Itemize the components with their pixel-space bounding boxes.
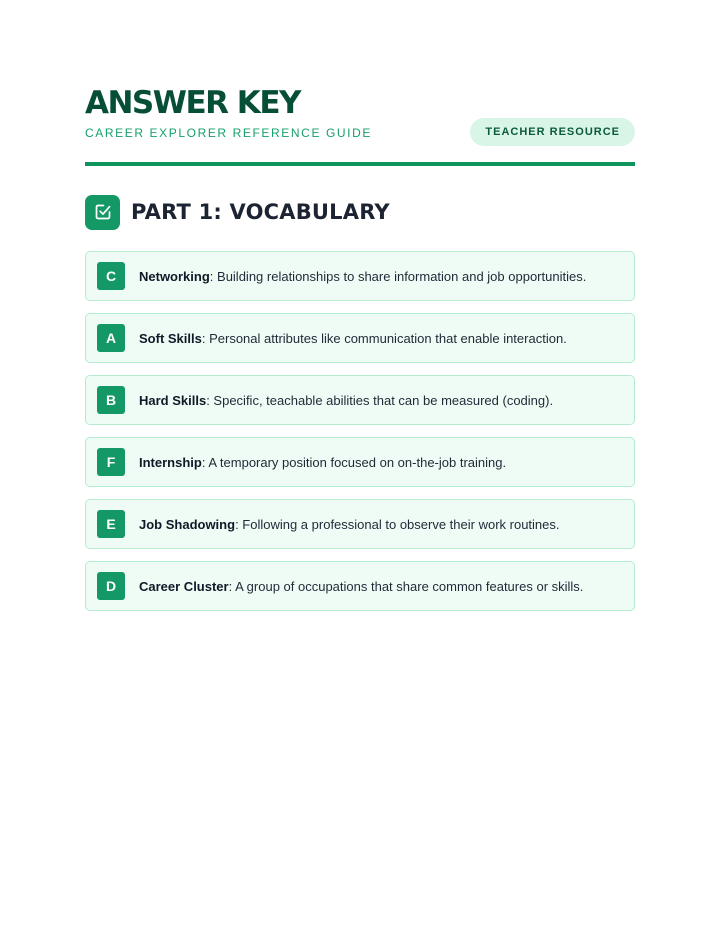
- vocabulary-definition: : Personal attributes like communication that enable interaction.: [201, 330, 567, 346]
- vocabulary-term: Hard Skills: [139, 392, 207, 408]
- vocabulary-text: [139, 269, 586, 284]
- vocabulary-term: Job Shadowing: [139, 516, 236, 532]
- vocabulary-definition: : A temporary position focused on on-the-job training.: [201, 454, 507, 470]
- page-header: [85, 85, 635, 140]
- vocabulary-definition: : A group of occupations that share common features or skills.: [228, 578, 584, 594]
- vocabulary-definition: : Following a professional to observe their work routines.: [235, 516, 560, 532]
- answer-letter-badge: C: [97, 262, 125, 290]
- vocabulary-item: [85, 313, 635, 363]
- vocabulary-item: [85, 499, 635, 549]
- answer-letter-badge: F: [97, 448, 125, 476]
- answer-letter-badge: A: [97, 324, 125, 352]
- vocabulary-item: [85, 375, 635, 425]
- page-subtitle: CAREER EXPLORER REFERENCE GUIDE: [85, 126, 372, 140]
- page-title: ANSWER KEY: [85, 85, 300, 121]
- teacher-resource-badge: TEACHER RESOURCE: [470, 118, 635, 146]
- answer-letter-badge: E: [97, 510, 125, 538]
- section-title: PART 1: VOCABULARY: [131, 200, 390, 224]
- section-header: [85, 194, 390, 230]
- vocabulary-definition: : Building relationships to share information and job opportunities.: [209, 268, 587, 284]
- vocabulary-definition: : Specific, teachable abilities that can be measured (coding).: [206, 392, 554, 408]
- answer-letter-badge: D: [97, 572, 125, 600]
- vocabulary-term: Soft Skills: [139, 330, 202, 346]
- vocabulary-term: Career Cluster: [139, 578, 229, 594]
- vocabulary-text: [139, 393, 553, 408]
- vocabulary-text: [139, 455, 506, 470]
- vocabulary-item: [85, 251, 635, 301]
- vocabulary-item: [85, 561, 635, 611]
- vocabulary-text: [139, 517, 560, 532]
- vocabulary-item: [85, 437, 635, 487]
- vocabulary-list: [85, 251, 635, 623]
- header-divider: [85, 162, 635, 166]
- vocabulary-term: Networking: [139, 268, 210, 284]
- vocabulary-text: [139, 331, 567, 346]
- vocabulary-term: Internship: [139, 454, 202, 470]
- answer-letter-badge: B: [97, 386, 125, 414]
- vocabulary-text: [139, 579, 583, 594]
- checkbox-icon: [85, 195, 120, 230]
